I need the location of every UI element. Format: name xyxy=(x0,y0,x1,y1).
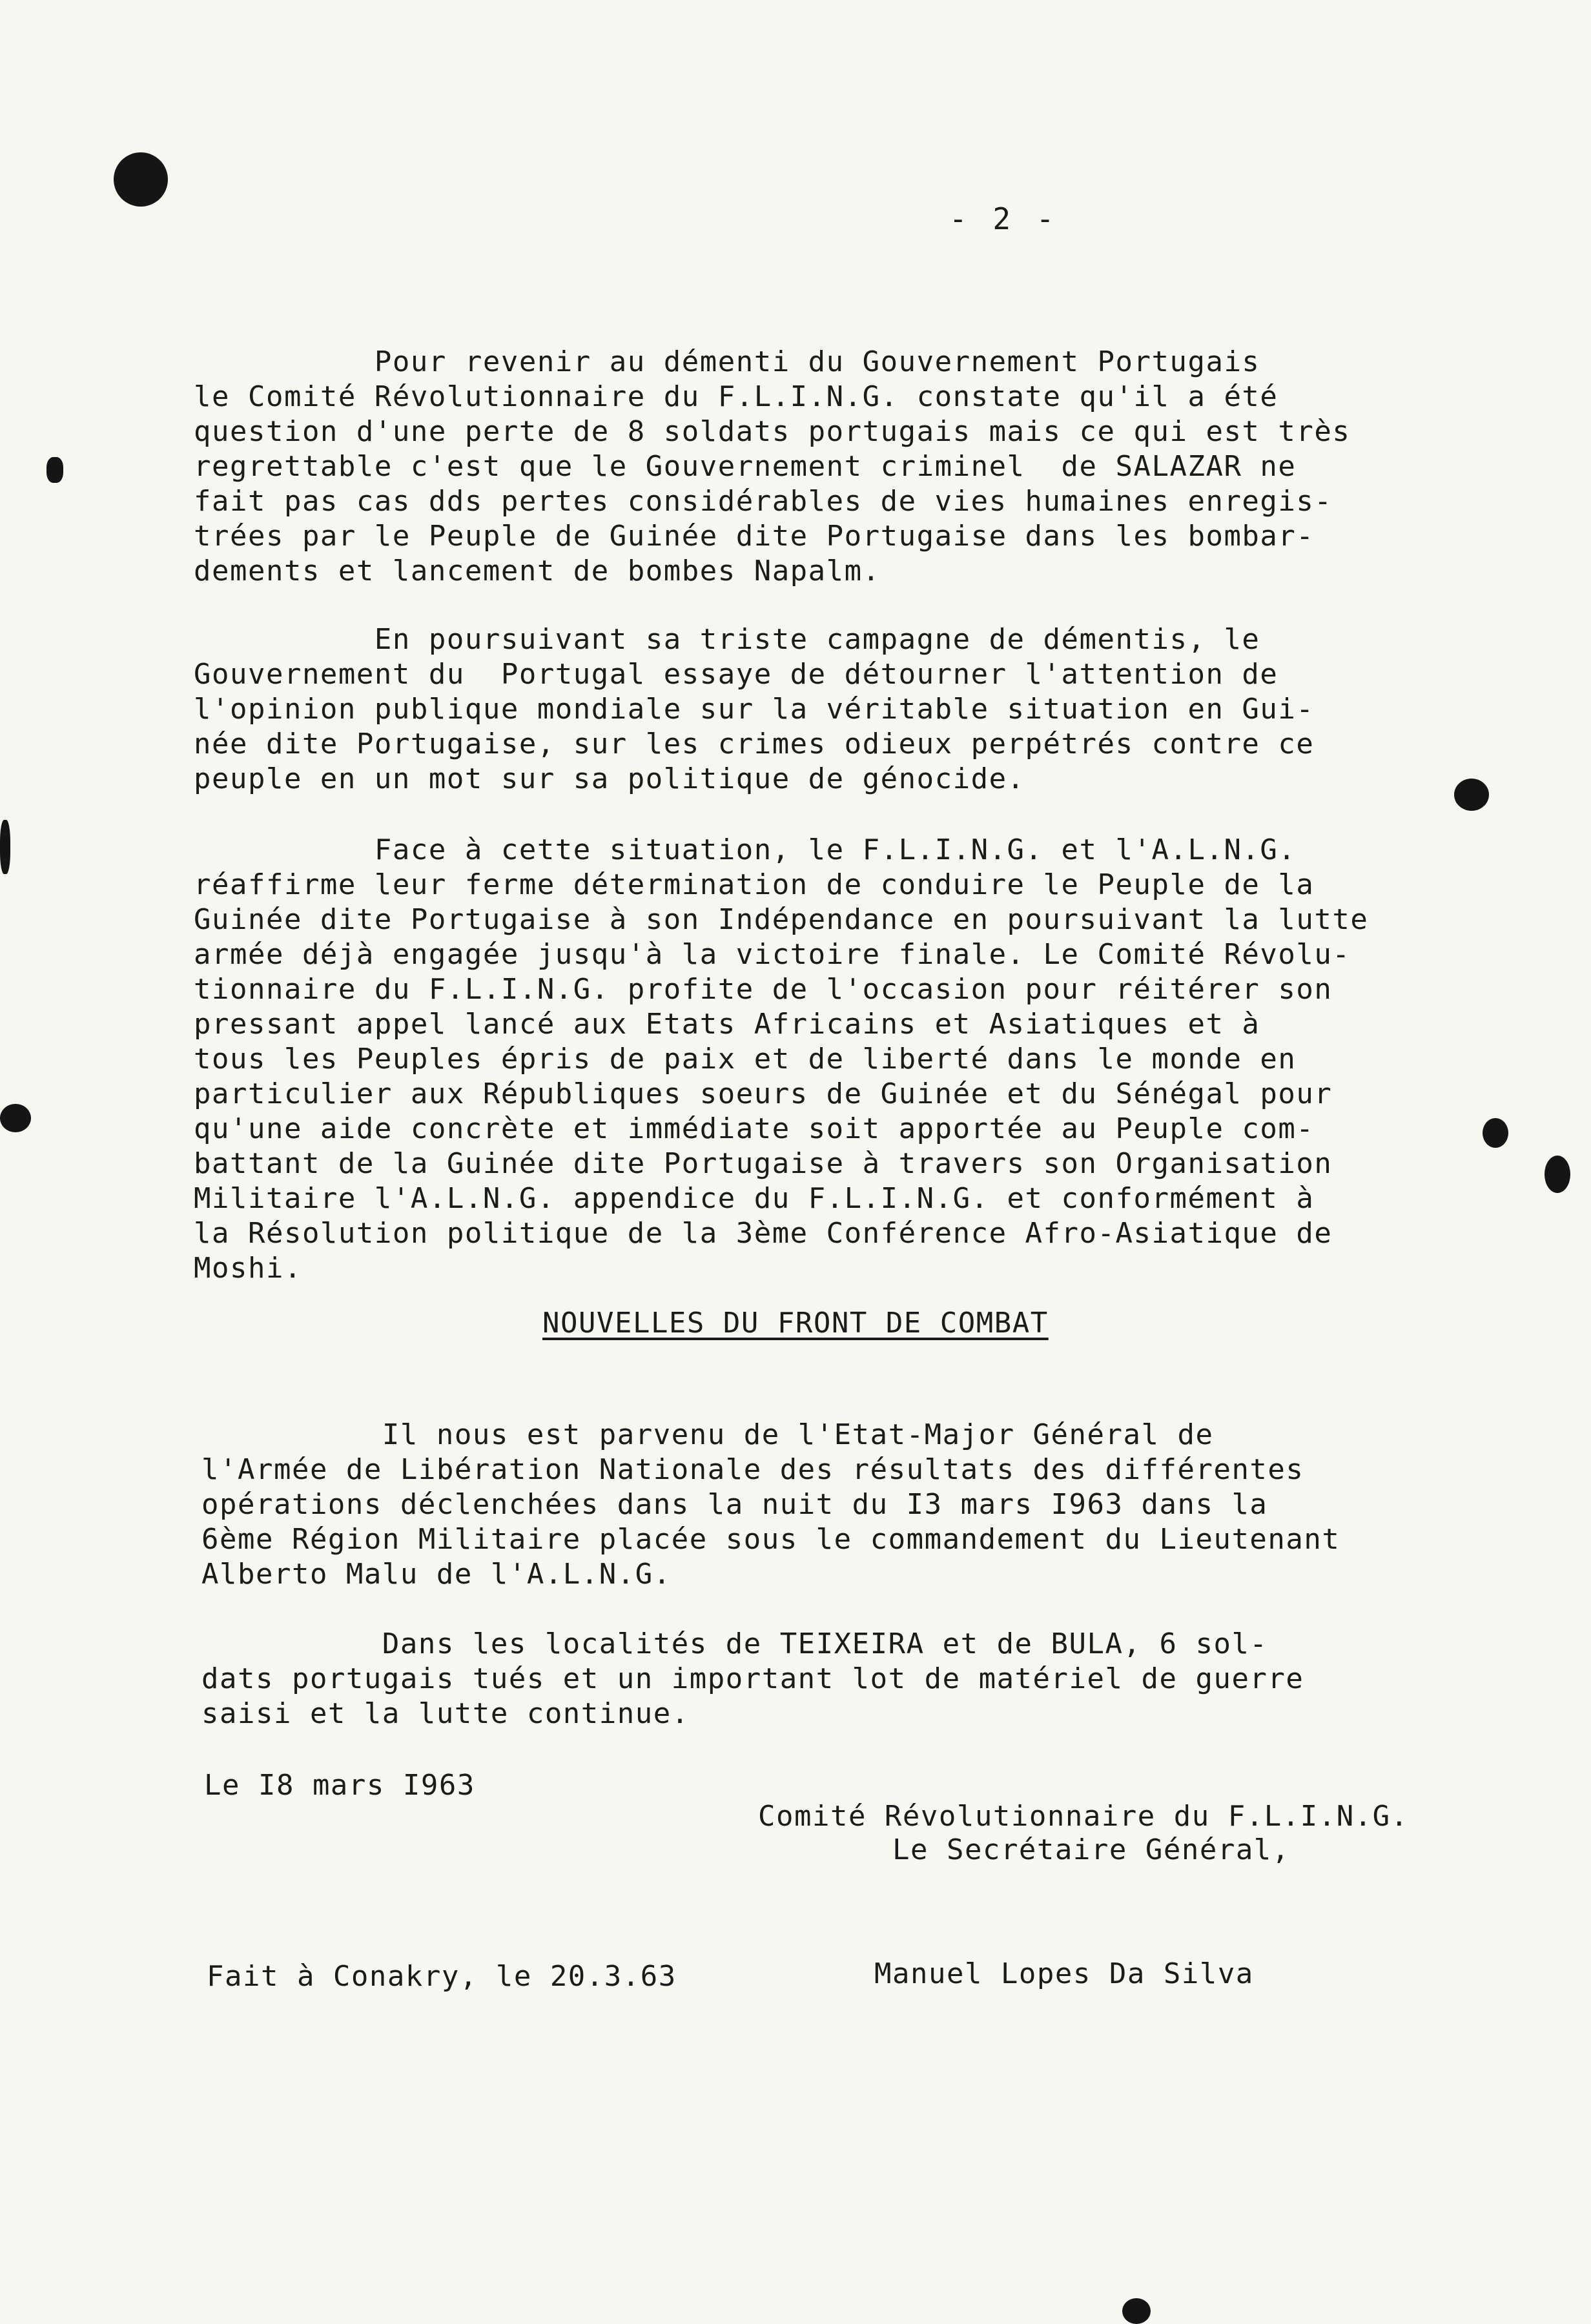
ink-blot-mark xyxy=(1483,1118,1508,1148)
paragraph-operations: Il nous est parvenu de l'Etat-Major Général de l'Armée de Libération Nationale des résultats des différentes opérations déclenchées dans la nuit du I3 mars I963 dans la 6ème Région Militaire placée sous le commandement du Lieutenant Alberto Malu de l'A.L.N.G. xyxy=(201,1418,1340,1591)
paragraph-localites: Dans les localités de TEIXEIRA et de BULA, 6 sol- dats portugais tués et un important lot de matériel de guerre saisi et la lutte continue. xyxy=(201,1627,1304,1730)
ink-blot-mark xyxy=(0,1104,31,1132)
ink-blot-mark xyxy=(1122,2298,1151,2324)
signature-title: Le Secrétaire Général, xyxy=(892,1833,1290,1866)
paragraph-dementi: Pour revenir au démenti du Gouvernement Portugais le Comité Révolutionnaire du F.L.I.N.G. constate qu'il a été question d'une perte de 8 soldats portugais mais ce qui est très regrettable c'est que le Gouvernement criminel de SALAZAR ne fait pas cas dds pertes considérables de vies humaines enregis- trées par le Peuple de Guinée dite Portugaise dans les bombar- dements et lancement de bombes Napalm. xyxy=(194,345,1351,587)
page-number: - 2 - xyxy=(949,201,1058,236)
paragraph-determination: Face à cette situation, le F.L.I.N.G. et l'A.L.N.G. réaffirme leur ferme détermination de conduire le Peuple de la Guinée dite Portugaise à son Indépendance en poursuivant la lutte armée déjà engagée jusqu'à la victoire finale. Le Comité Révolu- tionnaire du F.L.I.N.G. profite de l'occasion pour réitérer son pressant appel lancé aux Etats Africains et Asiatiques et à tous les Peuples épris de paix et de liberté dans le monde en particulier aux Républiques soeurs de Guinée et du Sénégal pour qu'une aide concrète et immédiate soit apportée au Peuple com- battant de la Guinée dite Portugaise à travers son Organisation Militaire l'A.L.N.G. appendice du F.L.I.N.G. et conformément à la Résolution politique de la 3ème Conférence Afro-Asiatique de Moshi. xyxy=(194,833,1369,1285)
ink-blot-mark xyxy=(1454,779,1489,811)
section-heading: NOUVELLES DU FRONT DE COMBAT xyxy=(542,1307,1049,1340)
date-line: Le I8 mars I963 xyxy=(204,1769,475,1802)
paragraph-campagne: En poursuivant sa triste campagne de démentis, le Gouvernement du Portugal essaye de détourner l'attention de l'opinion publique mondiale sur la véritable situation en Gui- née dite Portugaise, sur les crimes odieux perpétrés contre ce peuple en un mot sur sa politique de génocide. xyxy=(194,623,1315,795)
signatory-name: Manuel Lopes Da Silva xyxy=(874,1957,1254,1990)
punch-hole-mark xyxy=(114,152,168,207)
ink-blot-mark xyxy=(1545,1156,1570,1193)
ink-blot-mark xyxy=(46,457,63,483)
ink-blot-mark xyxy=(0,820,10,874)
place-date: Fait à Conakry, le 20.3.63 xyxy=(207,1960,677,1993)
signature-organization: Comité Révolutionnaire du F.L.I.N.G. xyxy=(758,1800,1409,1833)
